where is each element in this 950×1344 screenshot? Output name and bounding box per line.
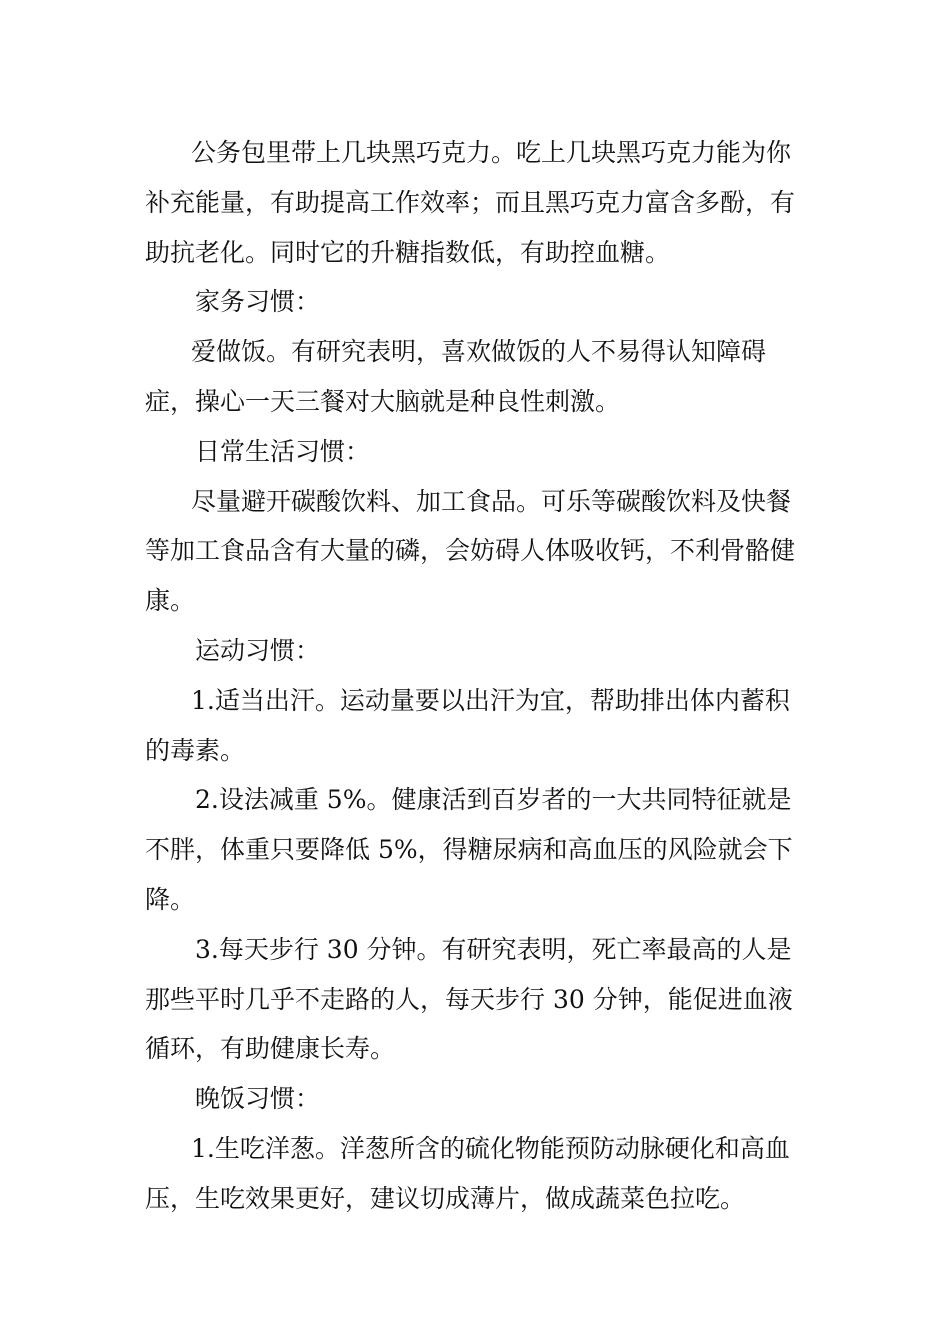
heading-dinner-habits: 晚饭习惯： — [195, 1084, 321, 1114]
heading-daily-life-habits: 日常生活习惯： — [195, 436, 371, 466]
heading-exercise-habits: 运动习惯： — [195, 635, 321, 665]
paragraph-exercise-walking: 3.每天步行 30 分钟。有研究表明，死亡率最高的人是那些平时几乎不走路的人，每天步行 30 分钟，能促进血液循环，有助健康长寿。 — [145, 934, 793, 1064]
paragraph-dinner-onion: 1.生吃洋葱。洋葱所含的硫化物能预防动脉硬化和高血压，生吃效果更好，建议切成薄片，做成蔬菜色拉吃。 — [145, 1133, 790, 1213]
document-body — [145, 128, 805, 1224]
paragraph-exercise-sweat: 1.适当出汗。运动量要以出汗为宜，帮助排出体内蓄积的毒素。 — [145, 685, 790, 765]
paragraph-soda-processed-food: 尽量避开碳酸饮料、加工食品。可乐等碳酸饮料及快餐等加工食品含有大量的磷，会妨碍人体吸收钙，不利骨骼健康。 — [145, 486, 796, 616]
paragraph-cooking: 爱做饭。有研究表明，喜欢做饭的人不易得认知障碍症，操心一天三餐对大脑就是种良性刺激。 — [145, 337, 767, 416]
heading-housework-habits: 家务习惯： — [195, 287, 321, 317]
paragraph-exercise-weight: 2.设法减重 5%。健康活到百岁者的一大共同特征就是不胖，体重只要降低 5%，得糖尿病和高血压的风险就会下降。 — [145, 785, 793, 914]
paragraph-chocolate: 公务包里带上几块黑巧克力。吃上几块黑巧克力能为你补充能量，有助提高工作效率；而且黑巧克力富含多酚，有助抗老化。同时它的升糖指数低，有助控血糖。 — [145, 138, 796, 267]
